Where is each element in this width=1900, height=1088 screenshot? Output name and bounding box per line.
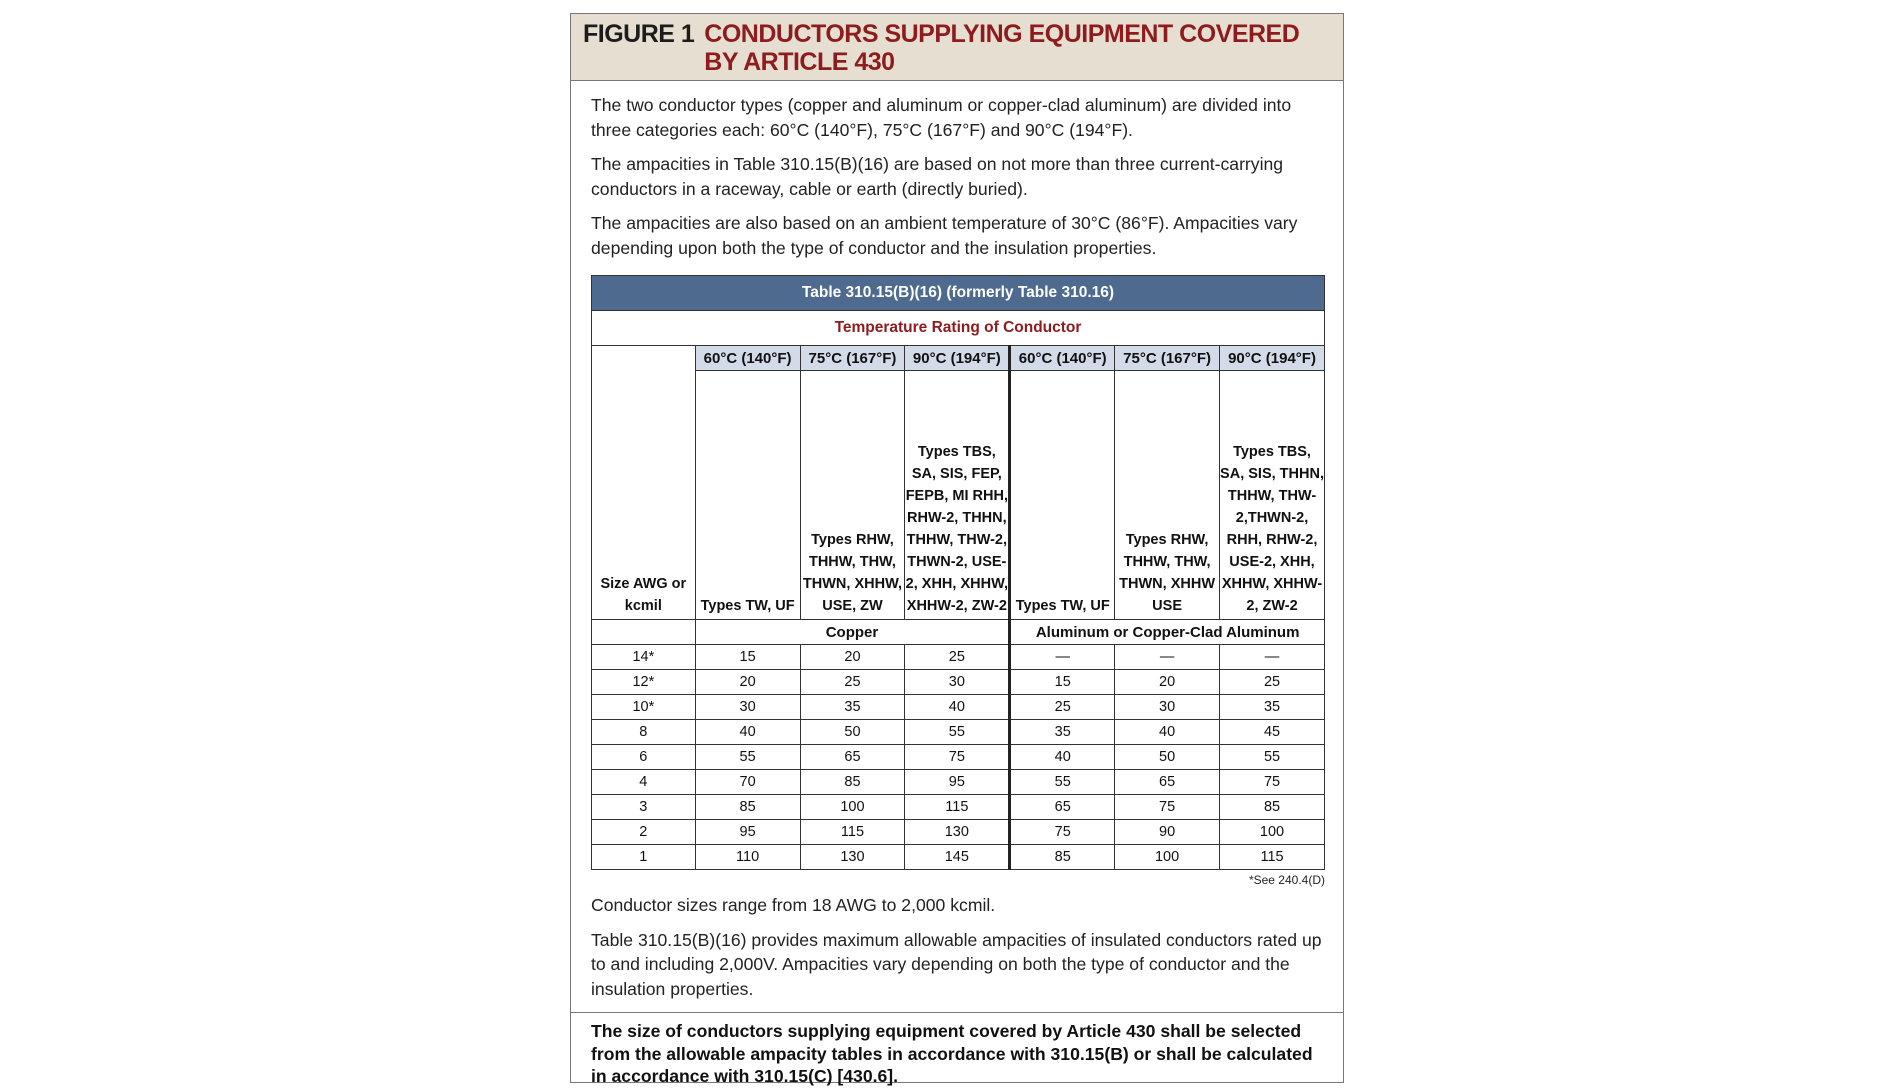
ampacity-cell: 50 bbox=[1115, 745, 1220, 770]
ampacity-cell: 115 bbox=[905, 795, 1010, 820]
table-row bbox=[592, 720, 1325, 745]
ampacity-cell: 55 bbox=[1220, 745, 1325, 770]
ampacity-cell: 45 bbox=[1220, 720, 1325, 745]
ampacity-cell: 25 bbox=[800, 670, 905, 695]
ampacity-cell: 75 bbox=[1115, 795, 1220, 820]
ampacity-cell: 25 bbox=[1220, 670, 1325, 695]
size-cell: 2 bbox=[592, 820, 696, 845]
ampacity-cell: 40 bbox=[695, 720, 800, 745]
ampacity-cell: 75 bbox=[1010, 820, 1115, 845]
group-copper: Copper bbox=[695, 620, 1010, 645]
size-cell: 8 bbox=[592, 720, 696, 745]
ampacity-cell: 35 bbox=[1220, 695, 1325, 720]
ampacity-cell: 35 bbox=[800, 695, 905, 720]
ampacity-cell: 20 bbox=[695, 670, 800, 695]
ampacity-cell: 95 bbox=[905, 770, 1010, 795]
ampacity-cell: 130 bbox=[800, 845, 905, 870]
ampacity-cell: 30 bbox=[695, 695, 800, 720]
table-row bbox=[592, 770, 1325, 795]
table-row bbox=[592, 795, 1325, 820]
temp-header-al-75: 75°C (167°F) bbox=[1115, 346, 1220, 371]
ampacity-cell: 40 bbox=[1010, 745, 1115, 770]
temperature-rating-header: Temperature Rating of Conductor bbox=[592, 311, 1325, 346]
table-row bbox=[592, 670, 1325, 695]
ampacity-cell: 65 bbox=[1010, 795, 1115, 820]
ampacity-cell: 75 bbox=[1220, 770, 1325, 795]
figure-label: FIGURE 1 bbox=[583, 20, 695, 48]
ampacity-table-wrapper bbox=[591, 275, 1325, 889]
ampacity-cell: — bbox=[1220, 645, 1325, 670]
ampacity-cell: 95 bbox=[695, 820, 800, 845]
table-row bbox=[592, 695, 1325, 720]
after-section bbox=[571, 893, 1343, 1001]
summary-text: The size of conductors supplying equipment covered by Article 430 shall be selected from the allowable ampacity tables in accordance with 310.15(B) or shall be calculated in accordance with 310.15(C) [430.6]. bbox=[591, 1021, 1313, 1086]
ampacity-cell: 30 bbox=[905, 670, 1010, 695]
ampacity-cell: 90 bbox=[1115, 820, 1220, 845]
ampacity-cell: 75 bbox=[905, 745, 1010, 770]
ampacity-cell: 70 bbox=[695, 770, 800, 795]
ampacity-cell: 85 bbox=[1220, 795, 1325, 820]
size-cell: 12* bbox=[592, 670, 696, 695]
ampacity-cell: 35 bbox=[1010, 720, 1115, 745]
ampacity-cell: 55 bbox=[905, 720, 1010, 745]
intro-paragraph-2: The ampacities in Table 310.15(B)(16) are based on not more than three current-carrying conductors in a raceway, cable or earth (directly buried). bbox=[591, 154, 1284, 199]
table-footnote: *See 240.4(D) bbox=[1248, 873, 1325, 887]
figure-title: CONDUCTORS SUPPLYING EQUIPMENT COVERED BY ARTICLE 430 bbox=[704, 20, 1300, 76]
size-cell: 4 bbox=[592, 770, 696, 795]
temp-header-al-90: 90°C (194°F) bbox=[1220, 346, 1325, 371]
ampacity-cell: 20 bbox=[1115, 670, 1220, 695]
size-cell: 1 bbox=[592, 845, 696, 870]
table-row bbox=[592, 745, 1325, 770]
figure-header bbox=[571, 14, 1343, 81]
type-cell-al-75: Types RHW, THHW, THW, THWN, XHHW USE bbox=[1115, 371, 1220, 620]
intro-paragraph-1: The two conductor types (copper and aluminum or copper-clad aluminum) are divided into three categories each: 60°C (140°F), 75°C (167°F) and 90°C (194°F). bbox=[591, 95, 1292, 140]
ampacity-cell: 100 bbox=[1220, 820, 1325, 845]
ampacity-cell: — bbox=[1115, 645, 1220, 670]
size-cell: 14* bbox=[592, 645, 696, 670]
ampacity-cell: 100 bbox=[1115, 845, 1220, 870]
ampacity-cell: 50 bbox=[800, 720, 905, 745]
ampacity-cell: 85 bbox=[800, 770, 905, 795]
ampacity-table bbox=[591, 275, 1325, 870]
after-paragraph-1: Conductor sizes range from 18 AWG to 2,000 kcmil. bbox=[591, 895, 996, 915]
ampacity-cell: 85 bbox=[695, 795, 800, 820]
ampacity-cell: 55 bbox=[695, 745, 800, 770]
table-row bbox=[592, 645, 1325, 670]
ampacity-cell: 100 bbox=[800, 795, 905, 820]
group-spacer-cell bbox=[592, 620, 696, 645]
ampacity-cell: 85 bbox=[1010, 845, 1115, 870]
ampacity-cell: 55 bbox=[1010, 770, 1115, 795]
table-row bbox=[592, 820, 1325, 845]
ampacity-cell: 65 bbox=[800, 745, 905, 770]
size-cell: 3 bbox=[592, 795, 696, 820]
ampacity-cell: — bbox=[1010, 645, 1115, 670]
table-body bbox=[592, 645, 1325, 870]
temp-header-cu-90: 90°C (194°F) bbox=[905, 346, 1010, 371]
type-cell-cu-90: Types TBS, SA, SIS, FEP, FEPB, MI RHH, RHW-2, THHN, THHW, THW-2, THWN-2, USE-2, XHH, XHHW, XHHW-2, ZW-2 bbox=[905, 371, 1010, 620]
group-aluminum: Aluminum or Copper-Clad Aluminum bbox=[1010, 620, 1325, 645]
ampacity-cell: 25 bbox=[905, 645, 1010, 670]
ampacity-cell: 20 bbox=[800, 645, 905, 670]
temp-header-cu-60: 60°C (140°F) bbox=[695, 346, 800, 371]
ampacity-cell: 65 bbox=[1115, 770, 1220, 795]
intro-section bbox=[571, 81, 1343, 260]
ampacity-cell: 110 bbox=[695, 845, 800, 870]
type-cell-cu-75: Types RHW, THHW, THW, THWN, XHHW, USE, ZW bbox=[800, 371, 905, 620]
ampacity-cell: 30 bbox=[1115, 695, 1220, 720]
ampacity-cell: 40 bbox=[905, 695, 1010, 720]
temp-header-al-60: 60°C (140°F) bbox=[1010, 346, 1115, 371]
table-title: Table 310.15(B)(16) (formerly Table 310.16) bbox=[592, 276, 1325, 311]
ampacity-cell: 115 bbox=[800, 820, 905, 845]
temp-header-cu-75: 75°C (167°F) bbox=[800, 346, 905, 371]
ampacity-cell: 15 bbox=[695, 645, 800, 670]
ampacity-cell: 15 bbox=[1010, 670, 1115, 695]
ampacity-cell: 25 bbox=[1010, 695, 1115, 720]
type-cell-al-60: Types TW, UF bbox=[1010, 371, 1115, 620]
intro-paragraph-3: The ampacities are also based on an ambient temperature of 30°C (86°F). Ampacities vary depending upon both the type of conductor and the insulation properties. bbox=[591, 213, 1298, 258]
type-cell-cu-60: Types TW, UF bbox=[695, 371, 800, 620]
size-cell: 10* bbox=[592, 695, 696, 720]
ampacity-cell: 145 bbox=[905, 845, 1010, 870]
table-row bbox=[592, 845, 1325, 870]
ampacity-cell: 130 bbox=[905, 820, 1010, 845]
size-header: Size AWG or kcmil bbox=[592, 346, 696, 620]
figure-panel bbox=[570, 13, 1344, 1086]
ampacity-cell: 115 bbox=[1220, 845, 1325, 870]
after-paragraph-2: Table 310.15(B)(16) provides maximum allowable ampacities of insulated conductors rated up to and including 2,000V. Ampacities vary depending on both the type of conductor and the insulation properties. bbox=[591, 929, 1322, 999]
size-cell: 6 bbox=[592, 745, 696, 770]
type-cell-al-90: Types TBS, SA, SIS, THHN, THHW, THW-2,THWN-2, RHH, RHW-2, USE-2, XHH, XHHW, XHHW-2, ZW-2 bbox=[1220, 371, 1325, 620]
ampacity-cell: 40 bbox=[1115, 720, 1220, 745]
